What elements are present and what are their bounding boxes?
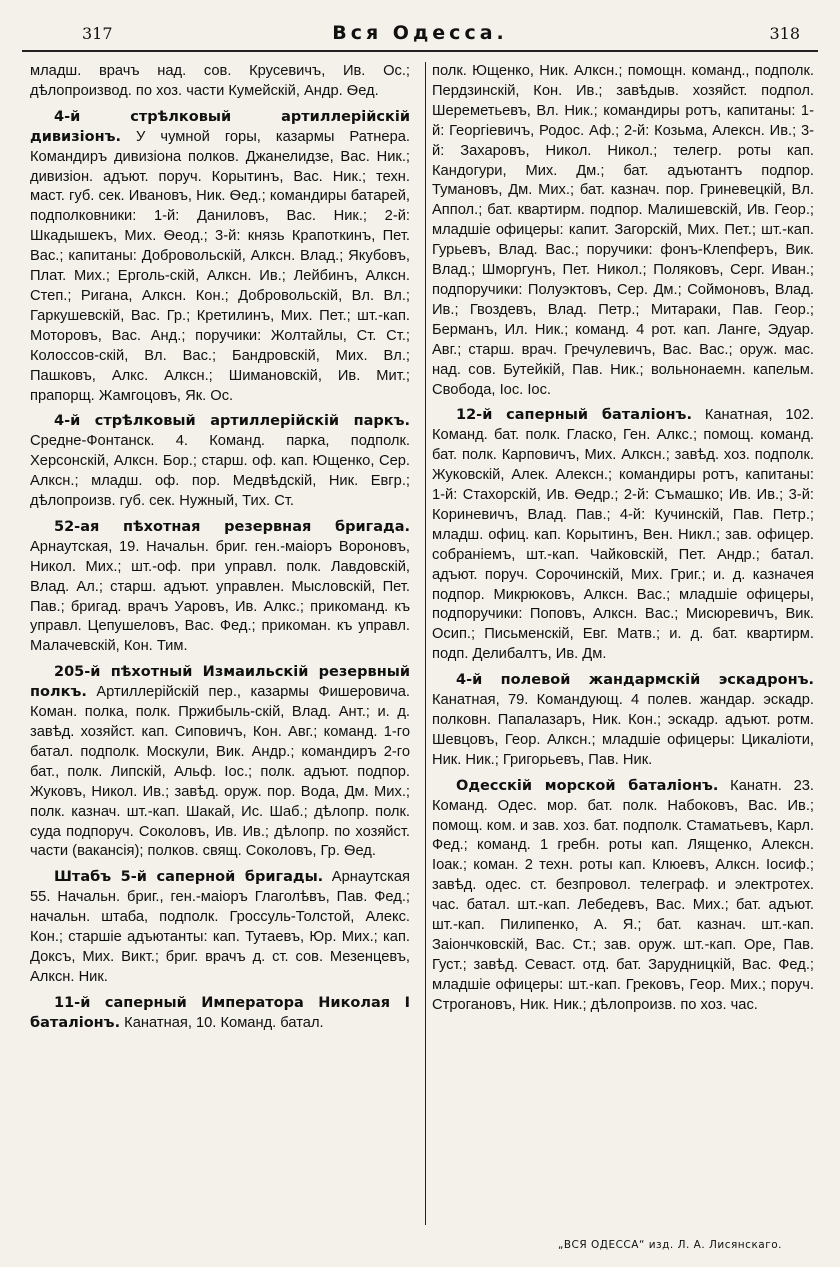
column-divider xyxy=(425,62,426,1225)
entry-heading: Одесскій морской баталіонъ. xyxy=(456,777,719,794)
directory-entry xyxy=(432,62,814,400)
directory-entry xyxy=(30,868,410,987)
directory-entry xyxy=(30,518,410,657)
entry-heading: 52-ая пѣхотная резервная бригада. xyxy=(54,518,410,535)
publisher-footer: „ВСЯ ОДЕССА“ изд. Л. А. Лисянскаго. xyxy=(557,1239,782,1251)
entry-body: Средне-Фонтанск. 4. Команд. парка, подполк. Херсонскій, Алксн. Бор.; старш. оф. кап. Ющенко, Сер. Алксн.; младш. оф. пор. Медвѣдскій, Ник. Евгр.; дѣлопроизв. губ. сек. Нужный, Тих. Ст. xyxy=(30,433,410,510)
entry-body: Канатная, 10. Команд. батал. xyxy=(124,1014,324,1031)
entry-heading: 12-й саперный баталіонъ. xyxy=(456,407,692,424)
entry-body: Канатная, 102. Команд. бат. полк. Гласко, Ген. Алкс.; помощ. команд. бат. полк. Карповичъ, Мих. Алксн.; завѣд. хоз. подполк. Жуковскій, Алек. Алексн.; командиры ротъ, капитаны: 1-й: Стахорскій, Ив. Ѳедр.; 2-й: Съмашко; Ив. Ив.; 3-й: Кориневичъ, Влад. Пав.; 4-й: Кучинскій, Пав. Петр.; младш. офиц. кап. Корытинъ, Вен. Никл.; зав. офицер. собраніемъ, шт.-кап. Чайковскій, Пет. Андр.; батал. адъют. поруч. Сорочинскій, Мих. Григ.; и. д. казначея подпор. Микрюковъ, Алксн. Вас.; младшіе офицеры, подпоручики: Поповъ, Алксн. Вас.; Мисюревичъ, Вик. Осип.; Письменскій, Евг. Матв.; и. д. бат. квартирм. подп. Делибалтъ, Ив. Дм. xyxy=(432,407,814,663)
entry-body: Канатная, 79. Командующ. 4 полев. жандар. эскадр. полковн. Папалазаръ, Ник. Кон.; эскадр. адъют. ротм. Шевцовъ, Геор. Алксн.; младшіе офицеры: Цикаліоти, Ник. Ник.; Григорьевъ, Пав. Ник. xyxy=(432,692,814,768)
entry-body: Канатн. 23. Команд. Одес. мор. бат. полк. Набоковъ, Вас. Ив.; помощ. ком. и зав. хоз. бат. подполк. Стаматьевъ, Карл. Фед.; команд. 1 гребн. роты кап. Лященко, Алексн. Іоак.; коман. 2 техн. роты кап. Клюевъ, Алксн. Іосиф.; завѣд. одес. ст. безпровол. телеграф. и электротех. час. батал. шт.-кап. Лебедевъ, Вас. Мих.; бат. адъют. шт.-кап. Пилипенко, А. Я.; бат. казнач. шт.-кап. Заіончковскій, Вас. Ст.; зав. оруж. шт.-кап. Оре, Пав. Густ.; завѣд. Севаст. отд. бат. Зарудницкій, Вас. Фед.; младшіе офицеры: шт.-кап. Грековъ, Геор. Мих.; поруч. Строгановъ, Ник. Ник.; дѣлопроизв. по хоз. час. xyxy=(432,777,814,1013)
right-column xyxy=(432,62,814,1022)
directory-entry xyxy=(30,412,410,512)
directory-entry xyxy=(30,994,410,1034)
directory-entry xyxy=(30,663,410,862)
page-header xyxy=(22,22,818,48)
running-title: Вся Одесса. xyxy=(332,22,508,44)
entry-heading: 11-й саперный Императора Николая I баталіонъ. xyxy=(30,994,410,1031)
entry-body: младш. врачъ над. сов. Крусевичъ, Ив. Ос.; дѣлопроизвод. по хоз. части Кумейскій, Андр. Ѳед. xyxy=(30,63,410,99)
left-column xyxy=(30,62,410,1040)
entry-heading: 4-й стрѣлковый артиллерійскій паркъ. xyxy=(54,413,410,430)
page-number-right: 318 xyxy=(769,24,800,43)
directory-entry xyxy=(432,406,814,665)
directory-entry xyxy=(30,108,410,407)
entry-heading: Штабъ 5-й саперной бригады. xyxy=(54,869,324,886)
entry-heading: 205-й пѣхотный Измаильскій резервный полкъ. xyxy=(30,664,410,701)
entry-body: полк. Ющенко, Ник. Алксн.; помощн. команд., подполк. Пердзинскій, Кон. Ив.; завѣдыв. хозяйст. подпол. Шереметьевъ, Вл. Ник.; командиры ротъ, капитаны: 1-й: Георгіевичъ, Родос. Аф.; 2-й: Козьма, Алексн. Ив.; 3-й: Захаровъ, Никол. Никол.; телегр. роты кап. Кандогури, Мих. Дм.; бат. адъютантъ подпор. Тумановъ, Дм. Мих.; бат. казнач. пор. Гриневецкій, Вл. Аппол.; бат. квартирм. подпор. Малишевскій, Ив. Геор.; младшіе офицеры: капит. Загорскій, Мих. Пет.; шт.-кап. Гурьевъ, Влад. Вас.; поручики: фонъ-Клепферъ, Вик. Влад.; Шморгунъ, Пет. Никол.; Поляковъ, Серг. Иван.; подпоручики: Полуэктовъ, Сер. Дм.; Соймоновъ, Влад. Ив.; Гвоздевъ, Влад. Петр.; Митараки, Пав. Геор.; Берманъ, Ил. Ник.; команд. 4 рот. кап. Ланге, Эдуар. Авг.; старш. врач. Гречулевичъ, Вас. Вас.; оруж. мас. над. сов. Бутейкій, Пав. Ник.; вольнонаемн. капельм. Свобода, Іос. Іос. xyxy=(432,63,814,398)
page-number-left: 317 xyxy=(82,24,113,43)
directory-entry xyxy=(30,62,410,102)
directory-entry xyxy=(432,777,814,1016)
entry-heading: 4-й стрѣлковый артиллерійскій дивизіонъ. xyxy=(30,108,410,145)
entry-body: Артиллерійскій пер., казармы Фишеровича. Коман. полка, полк. Пржибыль-скій, Влад. Ант.; и. д. завѣд. хозяйст. кап. Сиповичъ, Кон. Авг.; команд. 1-го батал. подполк. Москули, Вик. Андр.; командиръ 2-го бат., полк. Липскій, Альф. Іос.; полк. адъют. подпор. Жуковъ, Никол. Ив.; завѣд. оруж. пор. Вода, Дм. Мих.; полк. казнач. шт.-кап. Шакай, Ис. Шаб.; дѣлопр. полк. суда подпоруч. Соколовъ, Ив. Ив.; дѣлопр. по хозяйст. части (вакансія); полков. свящ. Соколовъ, Гр. Ѳед. xyxy=(30,684,410,860)
entry-body: У чумной горы, казармы Ратнера. Командиръ дивизіона полков. Джанелидзе, Вас. Ник.; дивизіон. адъют. поруч. Корытинъ, Вас. Ник.; техн. маст. губ. сек. Ивановъ, Ник. Ѳед.; командиры батарей, подполковники: 1-й: Даниловъ, Вас. Ник.; 2-й: Шкадышекъ, Мих. Ѳеод.; 3-й: князь Крапоткинъ, Пет. Вас.; капитаны: Добровольскій, Алксн. Влад.; Якубовъ, Плат. Мих.; Ерголь-скій, Алксн. Ив.; Лейбинъ, Алксн. Степ.; Ригана, Алксн. Кон.; Добровольскій, Вл. Вл.; Гаркушевскій, Вас. Гр.; Кретилинъ, Мих. Пет.; шт.-кап. Моторовъ, Вас. Анд.; поручики: Жолтайлы, Ст. Ст.; Колоссов-скій, Вл. Вас.; Бандровскій, Мих. Вл.; Пашковъ, Алкс. Алксн.; Шимановскій, Ив. Мит.; прапорщ. Жамгоцовъ, Як. Ос. xyxy=(30,128,410,404)
directory-entry xyxy=(432,671,814,771)
entry-heading: 4-й полевой жандармскій эскадронъ. xyxy=(456,672,814,689)
entry-body: Арнаутская 55. Начальн. бриг., ген.-маіоръ Глаголѣвъ, Пав. Фед.; начальн. штаба, подполк. Гроссуль-Толстой, Алекс. Кон.; старшіе адъютанты: кап. Тутаевъ, Юр. Мих.; кап. Доксъ, Мих. Викт.; бриг. врачъ д. ст. сов. Мезенцевъ, Алксн. Ник. xyxy=(30,869,410,985)
header-rule xyxy=(22,50,818,52)
entry-body: Арнаутская, 19. Начальн. бриг. ген.-маіоръ Вороновъ, Никол. Мих.; шт.-оф. при управл. полк. Лавдовскій, Влад. Ал.; старш. адъют. управлен. Мысловскій, Пет. Пав.; бригад. врачъ Уаровъ, Ив. Алкс.; прикоманд. къ управл. Цепушеловъ, Вас. Фед.; прикоман. къ управл. Малачевскій, Кон. Тим. xyxy=(30,538,410,655)
